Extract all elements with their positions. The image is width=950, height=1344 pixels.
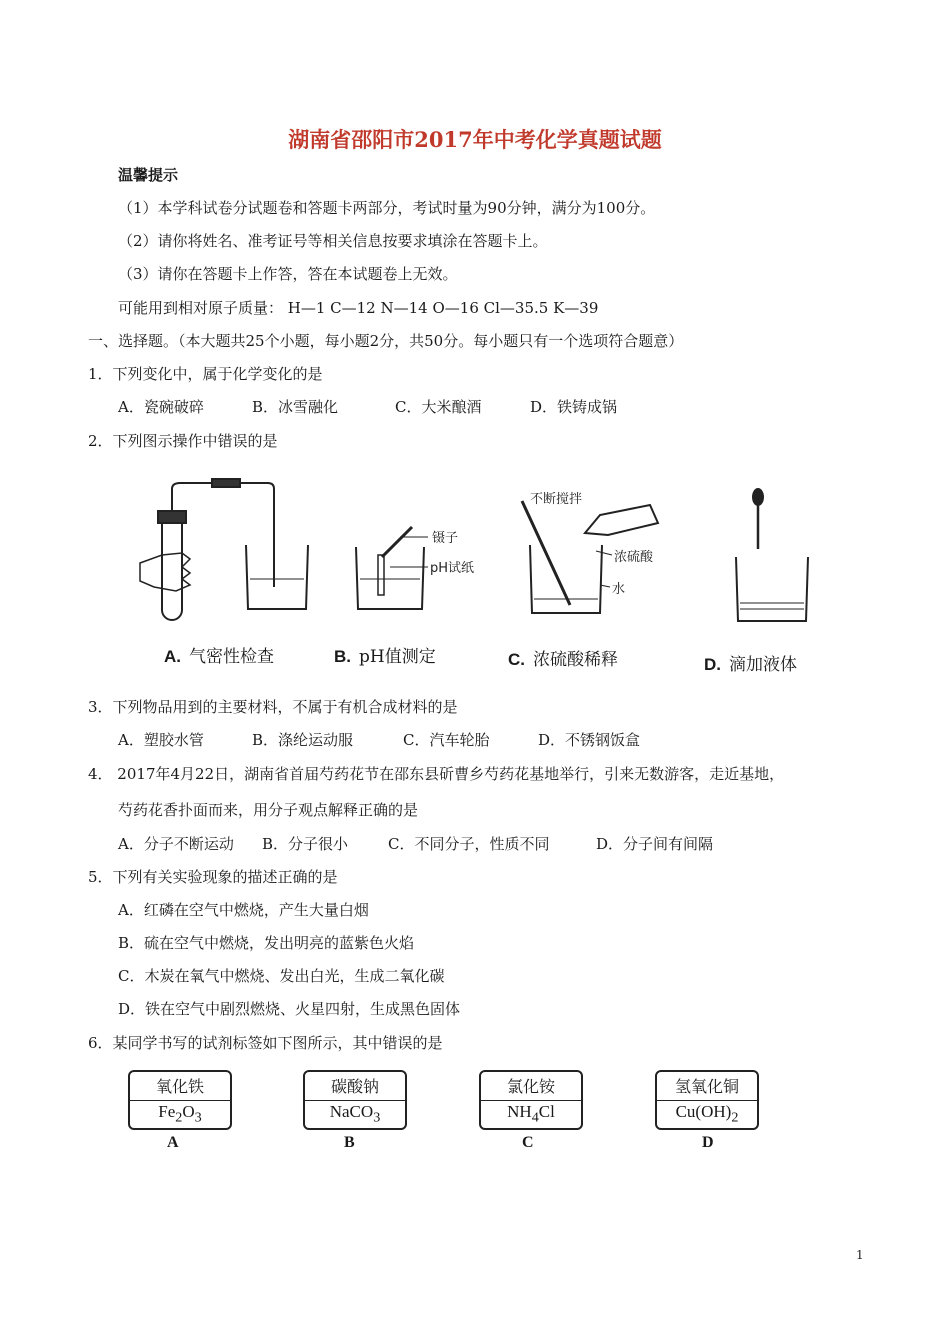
q5-option-b: B．硫在空气中燃烧，发出明亮的蓝紫色火焰 xyxy=(118,934,415,952)
tweezers-label: 镊子 xyxy=(432,531,459,546)
ph-paper-label: pH试纸 xyxy=(430,561,475,576)
q4-option-a: A．分子不断运动 xyxy=(118,835,234,853)
q3-option-a: A．塑胶水管 xyxy=(118,731,204,749)
q2-figures xyxy=(130,475,870,650)
q2-stem: 2．下列图示操作中错误的是 xyxy=(88,432,278,450)
figure-d-caption: D. 滴加液体 xyxy=(704,655,797,675)
q4-stem-line2: 芍药花香扑面而来，用分子观点解释正确的是 xyxy=(118,801,419,819)
ph-strip xyxy=(378,555,384,595)
q4-option-c: C．不同分子，性质不同 xyxy=(388,835,550,853)
q6-stem: 6．某同学书写的试剂标签如下图所示，其中错误的是 xyxy=(88,1034,443,1052)
q3-stem: 3．下列物品用到的主要材料，不属于有机合成材料的是 xyxy=(88,698,458,716)
figure-c-caption: C. 浓硫酸稀释 xyxy=(508,650,618,670)
q4-option-d: D．分子间有间隔 xyxy=(596,835,714,853)
tweezers xyxy=(382,527,412,557)
page-number: 1 xyxy=(856,1248,864,1262)
acid-bottle xyxy=(585,505,658,535)
q3-option-d: D．不锈钢饭盒 xyxy=(538,731,641,749)
label-letter-c: C xyxy=(522,1134,534,1151)
q5-option-c: C．木炭在氧气中燃烧、发出白光，生成二氧化碳 xyxy=(118,967,445,985)
q4-stem-line1: 4． 2017年4月22日，湖南省首届芍药花节在邵东县斫曹乡芍药花基地举行，引来无数游客，走近基地， xyxy=(88,765,785,783)
q4-option-b: B．分子很小 xyxy=(262,835,349,853)
q1-option-c: C．大米酿酒 xyxy=(395,398,482,416)
beaker-c xyxy=(530,545,602,613)
tube-joint xyxy=(212,479,240,487)
page-title: 湖南省邵阳市2017年中考化学真题试题 xyxy=(288,127,662,152)
glass-rod xyxy=(522,501,570,605)
tip-1: （1）本学科试卷分试题卷和答题卡两部分，考试时量为90分钟，满分为100分。 xyxy=(118,199,656,217)
q3-option-b: B．涤纶运动服 xyxy=(252,731,354,749)
dropper-bulb xyxy=(753,489,763,505)
figure-b-caption: B. pH值测定 xyxy=(334,647,436,667)
q3-option-c: C．汽车轮胎 xyxy=(403,731,490,749)
q1-option-b: B．冰雪融化 xyxy=(252,398,339,416)
stopper xyxy=(158,511,186,523)
reagent-label-c: 氯化铵 $NH_4Cl$ xyxy=(479,1070,583,1130)
section-heading: 一、选择题。（本大题共25个小题，每小题2分，共50分。每小题只有一个选项符合题意） xyxy=(88,332,684,350)
label-letter-d: D xyxy=(702,1134,714,1151)
figure-a-caption: A. 气密性检查 xyxy=(164,647,274,667)
q1-option-a: A．瓷碗破碎 xyxy=(118,398,204,416)
acid-label: 浓硫酸 xyxy=(614,550,654,565)
reagent-label-b: 碳酸钠 NaCO$_3$ xyxy=(303,1070,407,1130)
q5-stem: 5．下列有关实验现象的描述正确的是 xyxy=(88,868,338,886)
beaker-b xyxy=(356,547,424,609)
tips-heading: 温馨提示 xyxy=(118,166,179,184)
label-letter-b: B xyxy=(344,1134,355,1151)
reagent-label-a: 氧化铁 $Fe_2O_3$ xyxy=(128,1070,232,1130)
label-letter-a: A xyxy=(167,1134,179,1151)
q1-stem: 1．下列变化中，属于化学变化的是 xyxy=(88,365,323,383)
reagent-label-d: 氢氧化铜 $Cu(OH)_2$ xyxy=(655,1070,759,1130)
beaker-a xyxy=(246,545,308,609)
q1-option-d: D．铁铸成锅 xyxy=(530,398,618,416)
q5-option-a: A．红磷在空气中燃烧，产生大量白烟 xyxy=(118,901,369,919)
test-tube xyxy=(162,517,182,620)
beaker-d xyxy=(736,557,808,621)
tip-3: （3）请你在答题卡上作答，答在本试题卷上无效。 xyxy=(118,265,458,283)
atomic-masses: 可能用到相对原子质量： H—1 C—12 N—14 O—16 Cl—35.5 K—39 xyxy=(118,299,599,317)
stir-label: 不断搅拌 xyxy=(530,492,583,507)
q5-option-d: D．铁在空气中剧烈燃烧、火星四射，生成黑色固体 xyxy=(118,1000,461,1018)
water-label: 水 xyxy=(612,582,626,597)
tip-2: （2）请你将姓名、准考证号等相关信息按要求填涂在答题卡上。 xyxy=(118,232,548,250)
